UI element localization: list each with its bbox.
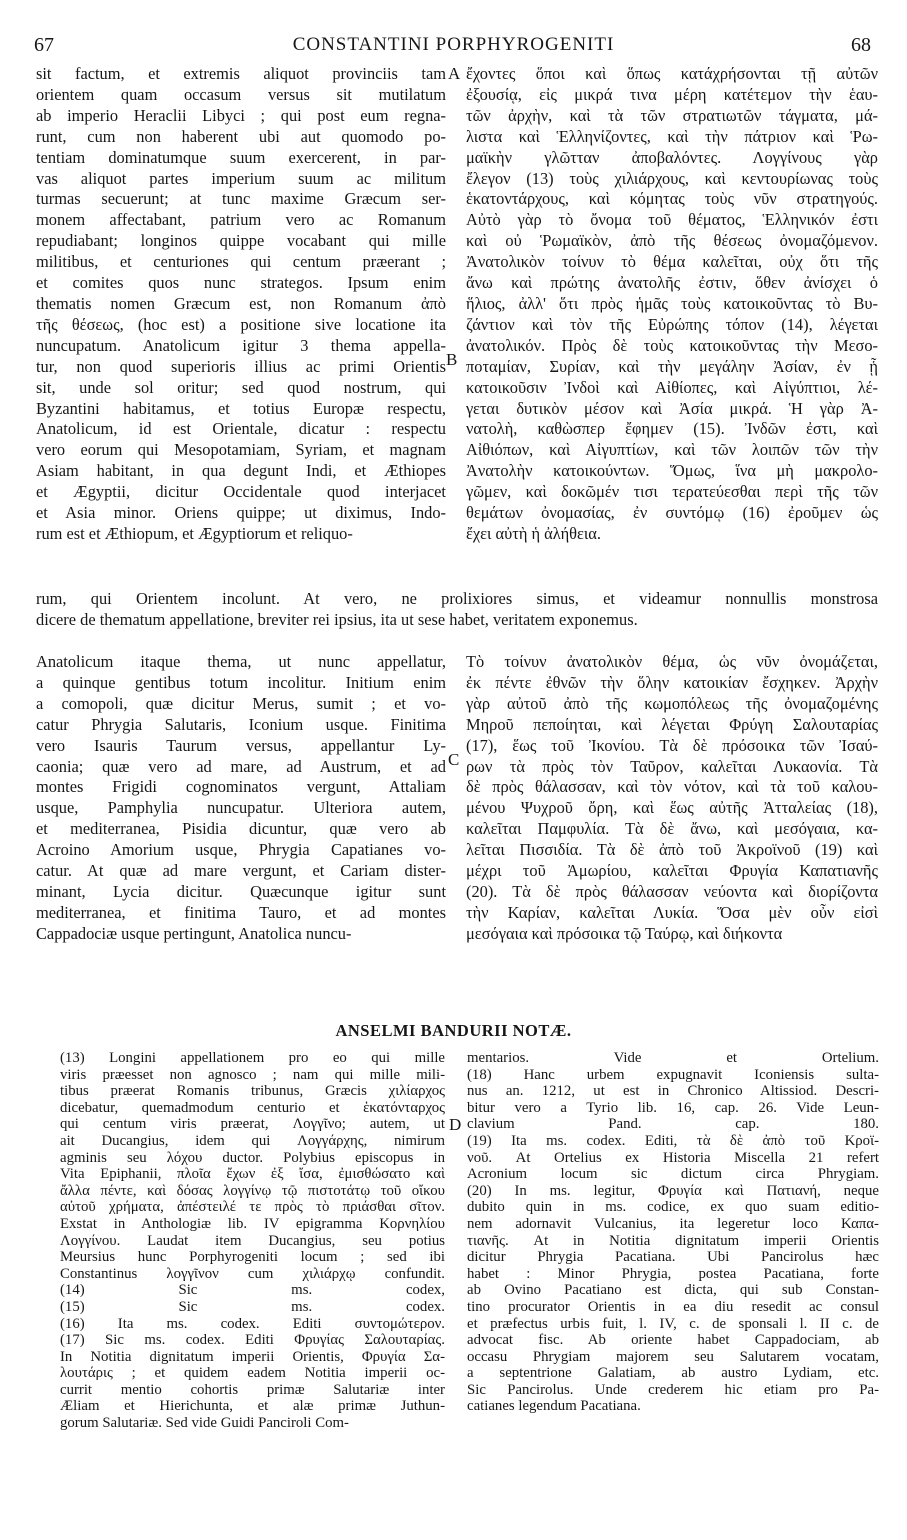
text-line: currit mentio cohortis primæ Salutariæ inter: [60, 1381, 445, 1398]
text-line: nem adornavit Vulcanius, ita legeretur loco Καπα-: [467, 1215, 879, 1232]
text-line: (19) Ita ms. codex. Editi, τὰ δὲ ἀπὸ τοῦ Κροϊ-: [467, 1132, 879, 1149]
text-line: ἑκατοντάρχους, καὶ κόμητας τοὺς νῦν στρατηγούς.: [466, 189, 878, 209]
text-line: Ἀνατολὴν κατοικούντων. Ὅμως, ἵνα μὴ μακρολο-: [466, 461, 878, 481]
text-line: ποταμίαν, Συρίαν, καὶ τὴν μεγάλην Ἀσίαν, ἐν ᾗ: [466, 356, 878, 376]
text-line: vero Isauris Taurum versus, appellantur Ly-: [36, 735, 446, 755]
text-line: nuncupatum. Anatolicum igitur 3 thema appella-: [36, 335, 446, 355]
text-line: rum est et Æthiopum, et Ægyptiorum et reliquo-: [36, 523, 353, 543]
text-line: μέχρι τοῦ Ἀμωρίου, καλεῖται Φρυγία Καπατιανῆς: [466, 861, 878, 881]
text-line: et Asia minor. Oriens quippe; ut diximus, Indo-: [36, 503, 446, 523]
text-line: Asiam habitant, in qua degunt Indi, et Æthiopes: [36, 461, 446, 481]
text-line: ρων τὰ πρὸς τὸν Ταῦρον, καλεῖται Λυκαονία. Τὰ: [466, 756, 878, 776]
text-line: sit, unde sol oritur; sed quod nostrum, qui: [36, 377, 446, 397]
text-line: γὰρ αὐτοῦ ἀπὸ τῆς κωμοπόλεως τῆς ὀνομαζομένης: [466, 693, 878, 713]
page-number-left: 67: [34, 34, 54, 56]
text-line: vas aliquot partes imperium suum ac militum: [36, 168, 446, 188]
text-line: montes Frigidi cognominatos vergunt, Attaliam: [36, 777, 446, 797]
text-line: catianes legendum Pacatiana.: [467, 1398, 641, 1415]
text-line: Τὸ τοίνυν ἀνατολικὸν θέμα, ὡς νῦν ὀνομάζεται,: [466, 652, 878, 671]
text-line: τῶν ἀρχὴν, καὶ τὰ τῶν στρατιωτῶν τάγματα, μά-: [466, 105, 878, 125]
full-width-text: [36, 589, 878, 631]
text-line: γεται δυτικὸν μέσον καὶ Ἀσία μικρά. Ἡ γὰρ Ἀ-: [466, 398, 878, 418]
text-line: Acronium locum sic dictum circa Phrygiam.: [467, 1166, 879, 1183]
text-line: Meursius hunc Porphyrogeniti locum ; sed ibi: [60, 1249, 445, 1266]
text-line: Æliam et Hierichunta, et alæ primæ Juthun-: [60, 1398, 445, 1415]
text-line: μαϊκὴν γλῶτταν ἀποβαλόντες. Λογγίνους γὰρ: [466, 147, 878, 167]
text-line: τῆς θέσεως, (hoc est) a positione sive locatione ita: [36, 314, 446, 334]
text-line: Sic Pancirolus. Unde crederem hic etiam pro Pa-: [467, 1381, 879, 1398]
text-line: catur. At quæ ad mare vergunt, et Cariam dister-: [36, 861, 446, 881]
text-line: ἔχοντες ὅποι καὶ ὅπως κατάχρήσονται τῇ αὐτῶν: [466, 64, 878, 83]
text-line: bitur vero a Tyrio lib. 16, cap. 26. Vide Leun-: [467, 1099, 879, 1116]
text-line: ζάντιον καὶ τὸν τῆς Εὐρώπης τόπον (14), λέγεται: [466, 314, 878, 334]
text-line: θεμάτων ὀνομασίας, ἐν συντόμῳ (16) ἐροῦμεν ὡς: [466, 503, 878, 523]
text-line: Cappadociæ usque pertingunt, Anatolica nuncu-: [36, 923, 352, 943]
text-line: mediterranea, et finitima Tauro, et ad montes: [36, 902, 446, 922]
text-line: (18) Hanc urbem expugnavit Iconiensis sulta-: [467, 1066, 879, 1083]
text-line: Constantinus λογγῖνον cum χιλιάρχῳ confundit.: [60, 1265, 445, 1282]
text-line: catur Phrygia Salutaris, Iconium usque. Finitima: [36, 714, 446, 734]
text-line: agminis seu λόχου ductor. Polybius episcopus in: [60, 1149, 445, 1166]
text-line: et comites quos nunc strategos. Ipsum enim: [36, 273, 446, 293]
text-line: ἐκ πέντε ἐθνῶν τὴν ὅλην κατοικίαν ἔσχηκεν. Ἀρχὴν: [466, 672, 878, 692]
text-line: (13) Longini appellationem pro eo qui mille: [60, 1050, 445, 1066]
text-line: ἔχει αὐτὴ ἡ ἀλήθεια.: [466, 523, 601, 543]
text-line: minant, Lycia dicitur. Quæcunque igitur sunt: [36, 881, 446, 901]
text-line: ab Ovino Pacatiano est dicta, qui sub Constan-: [467, 1282, 879, 1299]
text-line: τιανῆς. At in Notitia dignitatum imperii Orientis: [467, 1232, 879, 1249]
margin-marker-b: B: [446, 350, 458, 369]
text-line: λιστα καὶ Ἑλληνίζοντες, καὶ τὴν πάτριον καὶ Ῥω-: [466, 126, 878, 146]
text-line: Αἰθιόπων, καὶ Αἰγυπτίων, καὶ τῶν λοιπῶν τῶν τὴν: [466, 440, 878, 460]
text-line: (14) Sic ms. codex,: [60, 1282, 445, 1299]
text-line: Ἀνατολικὸν τοίνυν τὸ θέμα καλεῖται, οὐχ ὅτι τῆς: [466, 252, 878, 272]
text-line: qui centum viris præerat, Λογγῖνο; autem, ut: [60, 1116, 445, 1133]
notes-title: ANSELMI BANDURII NOTÆ.: [335, 1021, 572, 1040]
text-line: tibus præerat Romanis tribunus, Græcis χιλίαρχος: [60, 1083, 445, 1100]
text-line: δὲ πρὸς θάλασσαν, καὶ τὸν νότον, καὶ τὰ τοῦ καλου-: [466, 777, 878, 797]
text-line: ἥλιος, ἀλλ' ὅτι πρὸς ἡμᾶς τοὺς κατοικοῦντας τὸ Βυ-: [466, 293, 878, 313]
notes-column-right: [467, 1050, 879, 1415]
text-line: λουτάρις ; et quidem eadem Notitia imperii oc-: [60, 1365, 445, 1382]
text-line: λεῖται Πισσιδία. Τὰ δὲ ἀπὸ τοῦ Ἀκροϊνοῦ (19) καὶ: [466, 840, 878, 860]
text-line: Anatolicum, id est Orientale, dicatur : respectu: [36, 419, 446, 439]
text-line: sit factum, et extremis aliquot provinciis tam: [36, 64, 446, 83]
text-line: (20). Τὰ δὲ πρὸς θάλασσαν νεύοντα καὶ διορίζοντα: [466, 881, 878, 901]
text-line: Acroino Amorium usque, Phrygia Capatianes vo-: [36, 840, 446, 860]
text-line: caonia; quæ vero ad mare, ad Austrum, et ad: [36, 756, 446, 776]
text-line: monem affectabant, patrium vero ac Romanum: [36, 210, 446, 230]
text-line: orientem quam occasum versus sit mutilatum: [36, 84, 446, 104]
text-line: runt, cum non haberent ubi aut quomodo po-: [36, 126, 446, 146]
text-line: (15) Sic ms. codex.: [60, 1298, 445, 1315]
text-line: τὴν Καρίαν, καλεῖται Λυκία. Ὅσα μὲν οὖν εἰσὶ: [466, 902, 878, 922]
text-line: et mediterranea, Pisidia dicuntur, quæ vero ab: [36, 819, 446, 839]
text-line: dubito quin in ms. codice, ex quo suam editio-: [467, 1199, 879, 1216]
margin-marker-a: A: [448, 64, 461, 83]
text-line: ἄνω καὶ πρώτης ἀνατολῆς ἐστιν, ὅθεν ἀνίσχει ὁ: [466, 273, 878, 293]
text-line: (20) In ms. legitur, Φρυγία καὶ Πατιανή, neque: [467, 1182, 879, 1199]
text-line: dicere de thematum appellatione, breviter rei ipsius, ita ut sese habet, veritatem exponemus.: [36, 609, 638, 629]
running-title: CONSTANTINI PORPHYROGENITI: [292, 34, 615, 55]
text-line: a comopoli, quæ dicitur Merus, sumit ; et vo-: [36, 693, 446, 713]
text-line: Λογγίνου. Laudat item Ducangius, seu potius: [60, 1232, 445, 1249]
text-line: ἄλλα πέντε, καὶ δόσας λογγίνῳ τῷ πιστοτάτῳ τοῦ οἴκου: [60, 1182, 445, 1199]
text-line: ἀνατολικόν. Πρὸς δὲ τοὺς κατοικοῦντας τὴν Μεσο-: [466, 335, 878, 355]
latin-column-bottom: [36, 652, 446, 945]
text-line: nus an. 1212, ut est in Chronico Altissiod. Descri-: [467, 1083, 879, 1100]
text-line: dicitur Phrygia Pacatiana. Ubi Pancirolus hæc: [467, 1249, 879, 1266]
text-line: (17), ἕως τοῦ Ἰκονίου. Τὰ δὲ πρόσοικα τῶν Ἰσαύ-: [466, 735, 878, 755]
text-line: et Ægyptii, dicitur Occidentale quod interjacet: [36, 482, 446, 502]
text-line: (16) Ita ms. codex. Editi συντομώτερον.: [60, 1315, 445, 1332]
text-line: μεσόγαια καὶ πρόσοικα τῷ Ταύρῳ, καὶ διήκοντα: [466, 923, 783, 943]
text-line: turmas secuerunt; at tunc maxime Græcum ser-: [36, 189, 446, 209]
text-line: vero eorum qui Mesopotamiam, Syriam, et magnam: [36, 440, 446, 460]
text-line: Byzantini habitamus, et totius Europæ respectu,: [36, 398, 446, 418]
notes-column-left: [60, 1050, 445, 1432]
text-line: tentiam dominatumque suum exercerent, in par-: [36, 147, 446, 167]
greek-column-top: [466, 64, 878, 545]
text-line: νοῦ. At Ortelius ex Historia Miscella 21 refert: [467, 1149, 879, 1166]
text-line: καὶ οὐ Ῥωμαϊκὸν, ἀπὸ τῆς θέσεως ὀνομαζόμενον.: [466, 231, 878, 251]
greek-column-bottom: [466, 652, 878, 945]
text-line: Vita Epiphanii, πλοῖα ἔχων ἐξ ἴσα, ἐμισθώσατο καὶ: [60, 1166, 445, 1183]
margin-marker-c: C: [448, 750, 460, 769]
text-line: In Notitia dignitatum imperii Orientis, Φρυγία Σα-: [60, 1348, 445, 1365]
text-line: γῶμεν, καὶ δοκῶμέν τισι τερατεύεσθαι περὶ τῆς τῶν: [466, 482, 878, 502]
text-line: Αὐτὸ γὰρ τὸ ὄνομα τοῦ θέματος, Ἑλληνικόν ἐστι: [466, 210, 878, 230]
text-line: καλεῖται Παμφυλία. Τὰ δὲ ἄνω, καὶ μεσόγαια, κα-: [466, 819, 878, 839]
text-line: viris præesset non agnosco ; nam qui mille mili-: [60, 1066, 445, 1083]
text-line: Exstat in Anthologiæ lib. IV epigramma Κορνηλίου: [60, 1215, 445, 1232]
text-line: Anatolicum itaque thema, ut nunc appellatur,: [36, 652, 446, 671]
text-line: habet : Minor Phrygia, postea Pacatiana, forte: [467, 1265, 879, 1282]
text-line: a septentrione Galatiam, ab austro Lydiam, etc.: [467, 1365, 879, 1382]
text-line: thematis nomen Græcum est, non Romanum ἀπὸ: [36, 293, 446, 313]
text-line: (17) Sic ms. codex. Editi Φρυγίας Σαλουταρίας.: [60, 1332, 445, 1349]
text-line: repudiabant; longinos quippe vocabant qui mille: [36, 231, 446, 251]
text-line: κατοικοῦσιν Ἰνδοὶ καὶ Αἰθίοπες, καὶ Αἰγύπτιοι, λέ-: [466, 377, 878, 397]
page-number-right: 68: [851, 34, 871, 56]
text-line: Μηροῦ πεποίηται, καὶ λέγεται Φρύγη Σαλουταρίας: [466, 714, 878, 734]
text-line: mentarios. Vide et Ortelium.: [467, 1050, 879, 1066]
latin-column-top: [36, 64, 446, 545]
text-line: tino procurator Orientis in ea diu resedit ac consul: [467, 1298, 879, 1315]
text-line: αὐτοῦ χρήματα, ἀπέστειλέ τε πρὸς τὸ πριάσθαι σῖτον.: [60, 1199, 445, 1216]
text-line: occasu Phrygiam majorem seu Salutarem vocatam,: [467, 1348, 879, 1365]
text-line: a quinque gentibus totum incolitur. Initium enim: [36, 672, 446, 692]
text-line: rum, qui Orientem incolunt. At vero, ne prolixiores simus, et videamur nonnullis monstrosa: [36, 589, 878, 608]
text-line: militibus, et centuriones qui centum præerant ;: [36, 252, 446, 272]
text-line: dicebatur, quemadmodum centurio et ἑκατόνταρχος: [60, 1099, 445, 1116]
text-line: νατολὴ, καθὼσπερ ἔφημεν (15). Ἰνδῶν ἐστι, καὶ: [466, 419, 878, 439]
text-line: ait Ducangius, idem qui Λογγάρχης, nimirum: [60, 1132, 445, 1149]
margin-marker-d: D: [449, 1115, 462, 1134]
text-line: gorum Salutariæ. Sed vide Guidi Panciroli Com-: [60, 1415, 349, 1432]
text-line: clavium Pand. cap. 180.: [467, 1116, 879, 1133]
text-line: ἐξουσίᾳ, εἰς μικρά τινα μέρη κατέτεμον τὴν ἑαυ-: [466, 84, 878, 104]
text-line: advocat fisc. Ab oriente habet Cappadociam, ab: [467, 1332, 879, 1349]
text-line: tur, non quod superioris illius ac primi Orientis: [36, 356, 446, 376]
text-line: ab imperio Heraclii Libyci ; qui post eum regna-: [36, 105, 446, 125]
text-line: et præfectus urbis fuit, l. IV, c. de sponsali l. II c. de: [467, 1315, 879, 1332]
text-line: usque, Pamphylia nuncupatur. Ulteriora autem,: [36, 798, 446, 818]
text-line: ἔλεγον (13) τοὺς χιλιάρχους, καὶ κεντουρίωνας τοὺς: [466, 168, 878, 188]
text-line: μένου Ψυχροῦ ὄρη, καὶ ἕως αὐτῆς Ἀτταλείας (18),: [466, 798, 878, 818]
